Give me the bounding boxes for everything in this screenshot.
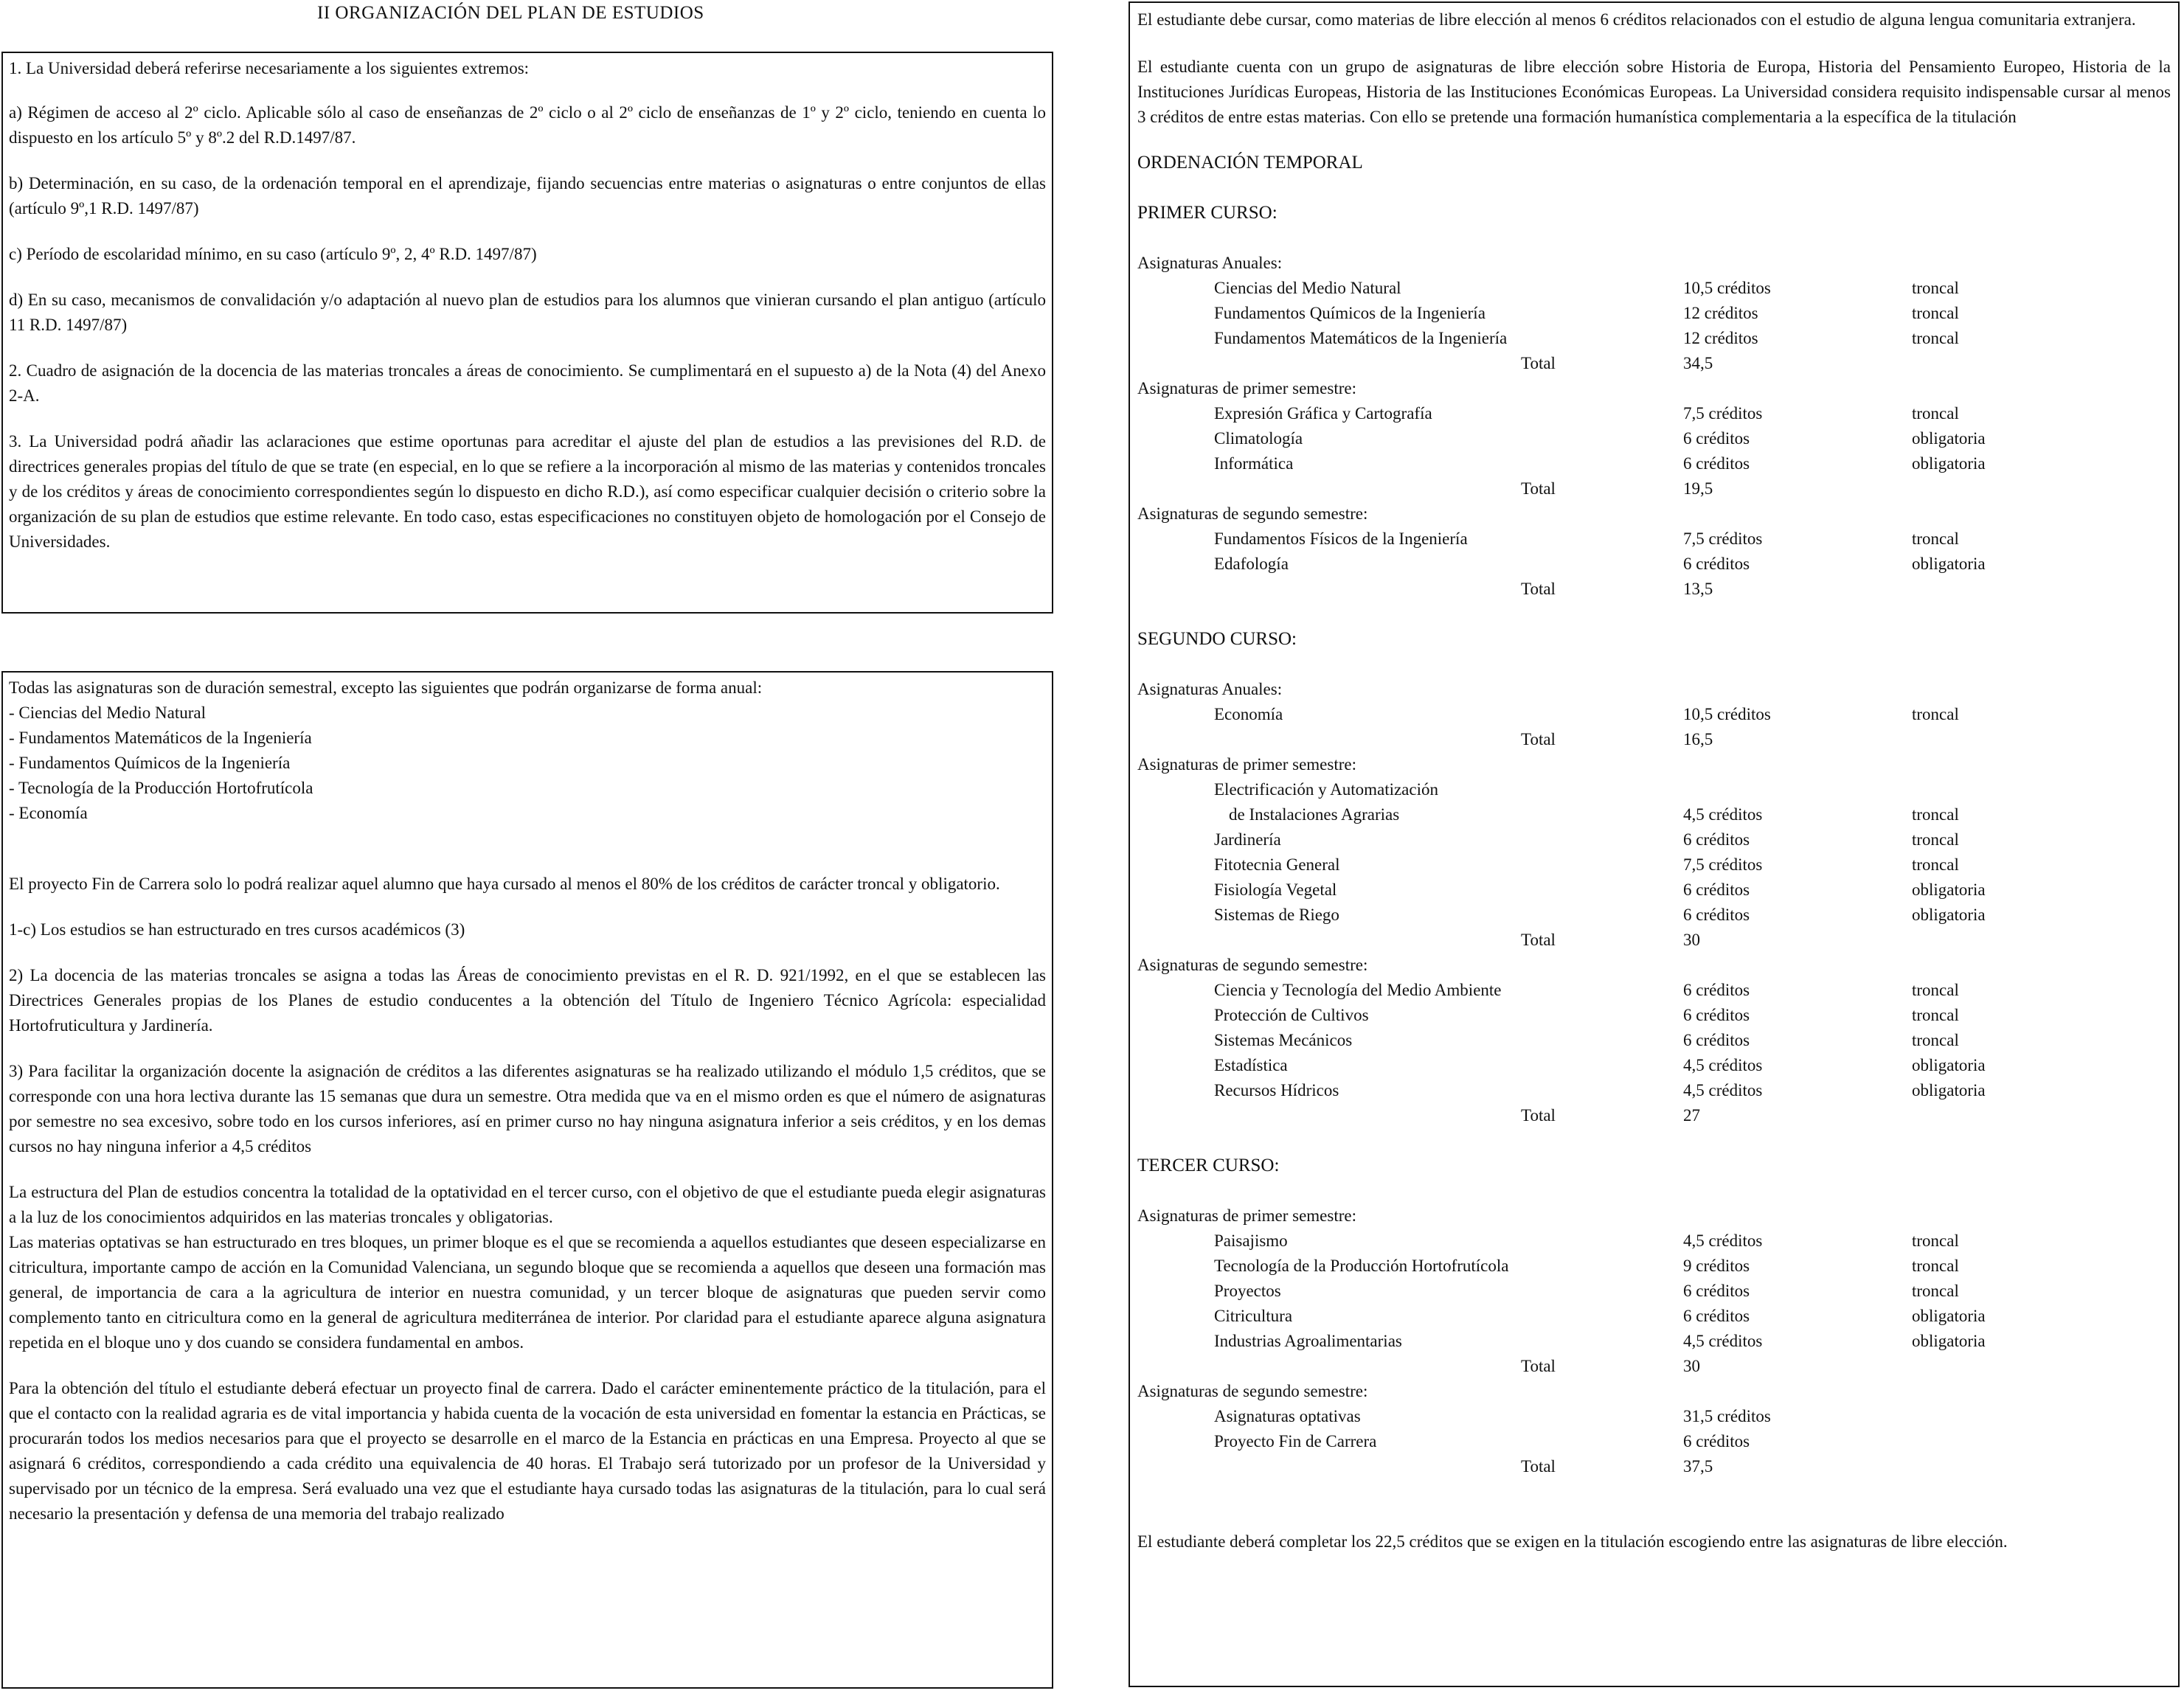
table-row — [1137, 777, 2171, 802]
table-row — [1137, 552, 2171, 577]
group-label: Asignaturas de segundo semestre: — [1137, 504, 1368, 523]
paragraph-regimen-acceso: a) Régimen de acceso al 2º ciclo. Aplicable sólo al caso de enseñanzas de 2º ciclo o al 2º ciclo de enseñanzas de 1º y 2º ciclo, teniendo en cuenta lo dispuesto en los artículo 5º y 8º.2 del R.D.1497/87. — [9, 103, 1046, 147]
total-row — [1137, 1454, 2171, 1479]
subject-type: obligatoria — [1912, 906, 1986, 924]
subject: Fitotecnia General — [1214, 855, 1340, 874]
list-item: - Fundamentos Matemáticos de la Ingeniería — [9, 729, 312, 747]
subject: Ciencias del Medio Natural — [1214, 279, 1401, 297]
credits: 7,5 créditos — [1683, 855, 1763, 874]
total-label: Total — [1521, 1457, 1556, 1476]
subject: Electrificación y Automatización — [1214, 780, 1438, 799]
table-row — [1137, 878, 2171, 903]
total-value: 37,5 — [1683, 1457, 1713, 1476]
subject: Industrias Agroalimentarias — [1214, 1332, 1402, 1350]
total-value: 13,5 — [1683, 580, 1713, 598]
total-label: Total — [1521, 931, 1556, 949]
subject: Tecnología de la Producción Hortofrutícola — [1214, 1257, 1509, 1275]
credits: 9 créditos — [1683, 1257, 1750, 1275]
table-row — [1137, 1429, 2171, 1454]
total-row — [1137, 1354, 2171, 1379]
subject: Proyectos — [1214, 1282, 1281, 1300]
subject: Asignaturas optativas — [1214, 1407, 1361, 1425]
table-row — [1137, 426, 2171, 451]
subject: Estadística — [1214, 1056, 1288, 1074]
credits: 6 créditos — [1683, 1282, 1750, 1300]
subject-type: troncal — [1912, 279, 1959, 297]
paragraph-practicas: Para la obtención del título el estudiante deberá efectuar un proyecto final de carrera. Dado el carácter eminentemente práctico de la titulación, para el que el contacto con la realidad agraria es de vital importancia y habida cuenta de la vocación de esta universidad en fomentar la estancia en Prácticas, se procurarán todos los medios necesarios para que el proyecto se desarrolle en el marco de la Estancia en prácticas en una Empresa. Proyecto al que se asignará 6 créditos, correspondiendo a cada crédito una equivalencia de 40 horas. El Trabajo será tutorizado por un profesor de la Universidad y supervisado por un técnico de la empresa. Será evaluado una vez que el estudiante haya cursado todas las asignaturas de la titulación, para lo cual será necesario la presentación y defensa de una memoria del trabajo realizado — [9, 1379, 1046, 1523]
subject-type: troncal — [1912, 304, 1959, 322]
right-box — [1129, 1, 2180, 1687]
subject: Edafología — [1214, 555, 1289, 573]
subject-type: troncal — [1912, 1031, 1959, 1049]
subject-type: obligatoria — [1912, 555, 1986, 573]
subject-type: obligatoria — [1912, 1332, 1986, 1350]
credits: 10,5 créditos — [1683, 279, 1771, 297]
total-value: 27 — [1683, 1106, 1700, 1125]
group-label: Asignaturas de primer semestre: — [1137, 379, 1356, 397]
total-label: Total — [1521, 730, 1556, 748]
table-row — [1137, 1053, 2171, 1078]
group-label: Asignaturas Anuales: — [1137, 680, 1283, 698]
paragraph-lengua: El estudiante debe cursar, como materias de libre elección al menos 6 créditos relacionados con el estudio de alguna lengua comunitaria extranjera. — [1137, 10, 2136, 29]
total-label: Total — [1521, 354, 1556, 372]
course-heading-tercer: TERCER CURSO: — [1137, 1156, 1280, 1175]
total-label: Total — [1521, 479, 1556, 498]
total-value: 16,5 — [1683, 730, 1713, 748]
group-label: Asignaturas de segundo semestre: — [1137, 956, 1368, 974]
subject-type: obligatoria — [1912, 1307, 1986, 1325]
paragraph-cuadro-asignacion: 2. Cuadro de asignación de la docencia de las materias troncales a áreas de conocimiento. Se cumplimentará en el supuesto a) de la Nota (4) del Anexo 2-A. — [9, 361, 1046, 405]
paragraph-docencia: 2) La docencia de las materias troncales se asigna a todas las Áreas de conocimiento previstas en el R. D. 921/1992, en el que se establecen las Directrices Generales propias de los Planes de estudio conducentes a la obtención del Título de Ingeniero Técnico Agrícola: especialidad Hortofruticultura y Jardinería. — [9, 966, 1046, 1035]
page-title: II ORGANIZACIÓN DEL PLAN DE ESTUDIOS — [317, 3, 704, 23]
credits: 7,5 créditos — [1683, 529, 1763, 548]
group-label: Asignaturas de primer semestre: — [1137, 1206, 1356, 1225]
paragraph-ordenacion-temporal: b) Determinación, en su caso, de la ordenación temporal en el aprendizaje, fijando secuencias entre materias o asignaturas o entre conjuntos de ellas (artículo 9º,1 R.D. 1497/87) — [9, 174, 1046, 218]
subject-type: troncal — [1912, 329, 1959, 347]
total-row — [1137, 351, 2171, 376]
subject: Sistemas de Riego — [1214, 906, 1339, 924]
table-row — [1137, 1003, 2171, 1028]
subject-type: troncal — [1912, 855, 1959, 874]
table-row — [1137, 1404, 2171, 1429]
section-heading-ordenacion: ORDENACIÓN TEMPORAL — [1137, 153, 1363, 173]
subject: Jardinería — [1214, 830, 1281, 849]
credits: 31,5 créditos — [1683, 1407, 1771, 1425]
table-row — [1137, 326, 2171, 351]
credits: 6 créditos — [1683, 429, 1750, 448]
credits: 6 créditos — [1683, 880, 1750, 899]
subject-type: obligatoria — [1912, 454, 1986, 473]
credits: 12 créditos — [1683, 329, 1758, 347]
subject: de Instalaciones Agrarias — [1229, 805, 1400, 824]
credits: 6 créditos — [1683, 830, 1750, 849]
credits: 4,5 créditos — [1683, 1231, 1763, 1250]
credits: 6 créditos — [1683, 981, 1750, 999]
table-row — [1137, 301, 2171, 326]
table-row — [1137, 1329, 2171, 1354]
list-item: - Economía — [9, 804, 88, 822]
paragraph-extremos: 1. La Universidad deberá referirse necesariamente a los siguientes extremos: — [9, 59, 530, 77]
credits: 6 créditos — [1683, 555, 1750, 573]
subject: Fundamentos Químicos de la Ingeniería — [1214, 304, 1486, 322]
paragraph-europa: El estudiante cuenta con un grupo de asignaturas de libre elección sobre Historia de Europa, Historia del Pensamiento Europeo, Historia de la Instituciones Jurídicas Europeas, Historia de las Instituciones Económicas Europeas. La Universidad considera requisito indispensable cursar al menos 3 créditos de entre estas materias. Con ello se pretende una formación humanística complementaria a la específica de la titulación — [1137, 58, 2171, 126]
total-value: 30 — [1683, 1357, 1700, 1375]
paragraph-libre-eleccion: El estudiante deberá completar los 22,5 créditos que se exigen en la titulación escogiendo entre las asignaturas de libre elección. — [1137, 1532, 2008, 1551]
table-row — [1137, 1304, 2171, 1329]
credits: 7,5 créditos — [1683, 404, 1763, 423]
credits: 4,5 créditos — [1683, 1332, 1763, 1350]
subject: Informática — [1214, 454, 1294, 473]
credits: 4,5 créditos — [1683, 1056, 1763, 1074]
subject-type: obligatoria — [1912, 1081, 1986, 1099]
credits: 10,5 créditos — [1683, 705, 1771, 723]
subject-type: obligatoria — [1912, 880, 1986, 899]
group-label: Asignaturas de segundo semestre: — [1137, 1382, 1368, 1400]
credits: 6 créditos — [1683, 906, 1750, 924]
subject-type: troncal — [1912, 1282, 1959, 1300]
total-row — [1137, 1103, 2171, 1128]
table-row — [1137, 451, 2171, 476]
subject-type: obligatoria — [1912, 1056, 1986, 1074]
table-row — [1137, 1279, 2171, 1304]
subject-type: troncal — [1912, 1257, 1959, 1275]
table-row — [1137, 1078, 2171, 1103]
total-value: 34,5 — [1683, 354, 1713, 372]
table-row — [1137, 401, 2171, 426]
subject: Expresión Gráfica y Cartografía — [1214, 404, 1432, 423]
total-label: Total — [1521, 580, 1556, 598]
credits: 6 créditos — [1683, 1031, 1750, 1049]
credits: 6 créditos — [1683, 1006, 1750, 1024]
left-top-box — [1, 52, 1053, 614]
total-row — [1137, 577, 2171, 602]
group-label: Asignaturas Anuales: — [1137, 254, 1283, 272]
paragraph-cursos: 1-c) Los estudios se han estructurado en tres cursos académicos (3) — [9, 920, 465, 939]
table-row — [1137, 1254, 2171, 1279]
subject-type: troncal — [1912, 805, 1959, 824]
paragraph-escolaridad: c) Período de escolaridad mínimo, en su caso (artículo 9º, 2, 4º R.D. 1497/87) — [9, 245, 537, 263]
subject-type: troncal — [1912, 981, 1959, 999]
course-heading-segundo: SEGUNDO CURSO: — [1137, 629, 1297, 649]
total-row — [1137, 928, 2171, 953]
paragraph-modulo-creditos: 3) Para facilitar la organización docente la asignación de créditos a las diferentes asignaturas se ha realizado utilizando el módulo 1,5 créditos, que se corresponde con una hora lectiva durante las 15 semanas que dura un semestre. Otra medida que va en el mismo orden es que el número de asignaturas por semestre no sea excesivo, sobre todo en los cursos inferiores, así en primer curso no hay ninguna asignatura inferior a seis créditos, y en los demas cursos no hay ninguna inferior a 4,5 créditos — [9, 1062, 1046, 1156]
list-item: - Fundamentos Químicos de la Ingeniería — [9, 754, 291, 772]
group-label: Asignaturas de primer semestre: — [1137, 755, 1356, 774]
table-row — [1137, 276, 2171, 301]
left-bottom-box — [1, 671, 1053, 1689]
table-row — [1137, 1028, 2171, 1053]
total-row — [1137, 476, 2171, 501]
list-item: - Ciencias del Medio Natural — [9, 703, 206, 722]
table-row — [1137, 527, 2171, 552]
subject: Protección de Cultivos — [1214, 1006, 1369, 1024]
list-item: - Tecnología de la Producción Hortofrutícola — [9, 779, 313, 797]
total-label: Total — [1521, 1106, 1556, 1125]
table-row — [1137, 852, 2171, 878]
table-row — [1137, 827, 2171, 852]
total-label: Total — [1521, 1357, 1556, 1375]
credits: 6 créditos — [1683, 454, 1750, 473]
paragraph-bloques-optativas: Las materias optativas se han estructurado en tres bloques, un primer bloque es el que se recomienda a aquellos estudiantes que deseen especializarse en citricultura, importante campo de acción en la Comunidad Valenciana, un segundo bloque que se recomienda a aquellos que deseen una formación mas general, de importancia de cara a la agricultura de interior en nuestra comunidad, y un tercer bloque de asignaturas que pueden servir como complemento tanto en citricultura como en la general de agricultura mediterránea de interior. Por claridad para el estudiante aparece alguna asignatura repetida en el bloque uno y dos cuando se considera fundamental en ambos. — [9, 1233, 1046, 1352]
course-heading-primer: PRIMER CURSO: — [1137, 203, 1278, 223]
paragraph-optatividad: La estructura del Plan de estudios concentra la totalidad de la optatividad en el tercer curso, con el objetivo de que el estudiante pueda elegir asignaturas a la luz de los conocimientos adquiridos en las materias troncales y obligatorias. — [9, 1183, 1046, 1226]
credits: 4,5 créditos — [1683, 805, 1763, 824]
total-row — [1137, 727, 2171, 752]
table-row — [1137, 1229, 2171, 1254]
paragraph-duracion: Todas las asignaturas son de duración semestral, excepto las siguientes que podrán organizarse de forma anual: — [9, 678, 763, 697]
subject: Fundamentos Físicos de la Ingeniería — [1214, 529, 1468, 548]
subject: Climatología — [1214, 429, 1303, 448]
total-value: 30 — [1683, 931, 1700, 949]
table-row — [1137, 978, 2171, 1003]
credits: 6 créditos — [1683, 1432, 1750, 1450]
credits: 4,5 créditos — [1683, 1081, 1763, 1099]
subject: Proyecto Fin de Carrera — [1214, 1432, 1377, 1450]
subject: Recursos Hídricos — [1214, 1081, 1339, 1099]
credits: 6 créditos — [1683, 1307, 1750, 1325]
subject: Economía — [1214, 705, 1283, 723]
total-value: 19,5 — [1683, 479, 1713, 498]
subject-type: troncal — [1912, 705, 1959, 723]
paragraph-aclaraciones: 3. La Universidad podrá añadir las aclaraciones que estime oportunas para acreditar el ajuste del plan de estudios a las previsiones del R.D. de directrices generales propias del título de que se trate (en especial, en lo que se refiere a la incorporación al mismo de las materias y contenidos troncales y de los créditos y áreas de conocimiento correspondientes según lo dispuesto en dicho R.D.), así como especificar cualquier decisión o criterio sobre la organización de su plan de estudios que estime relevante. En todo caso, estas especificaciones no constituyen objeto de homologación por el Consejo de Universidades. — [9, 432, 1046, 551]
subject: Ciencia y Tecnología del Medio Ambiente — [1214, 981, 1502, 999]
subject-type: troncal — [1912, 529, 1959, 548]
subject: Fundamentos Matemáticos de la Ingeniería — [1214, 329, 1508, 347]
subject-type: troncal — [1912, 1231, 1959, 1250]
table-row — [1137, 702, 2171, 727]
table-row — [1137, 802, 2171, 827]
credits: 12 créditos — [1683, 304, 1758, 322]
subject: Sistemas Mecánicos — [1214, 1031, 1353, 1049]
subject: Fisiología Vegetal — [1214, 880, 1337, 899]
subject-type: troncal — [1912, 404, 1959, 423]
subject-type: obligatoria — [1912, 429, 1986, 448]
paragraph-proyecto-fin: El proyecto Fin de Carrera solo lo podrá realizar aquel alumno que haya cursado al menos el 80% de los créditos de carácter troncal y obligatorio. — [9, 875, 1000, 893]
subject-type: troncal — [1912, 830, 1959, 849]
paragraph-convalidacion: d) En su caso, mecanismos de convalidación y/o adaptación al nuevo plan de estudios para los alumnos que vinieran cursando el plan antiguo (artículo 11 R.D. 1497/87) — [9, 291, 1046, 334]
table-row — [1137, 903, 2171, 928]
subject-type: troncal — [1912, 1006, 1959, 1024]
subject: Citricultura — [1214, 1307, 1293, 1325]
subject: Paisajismo — [1214, 1231, 1288, 1250]
